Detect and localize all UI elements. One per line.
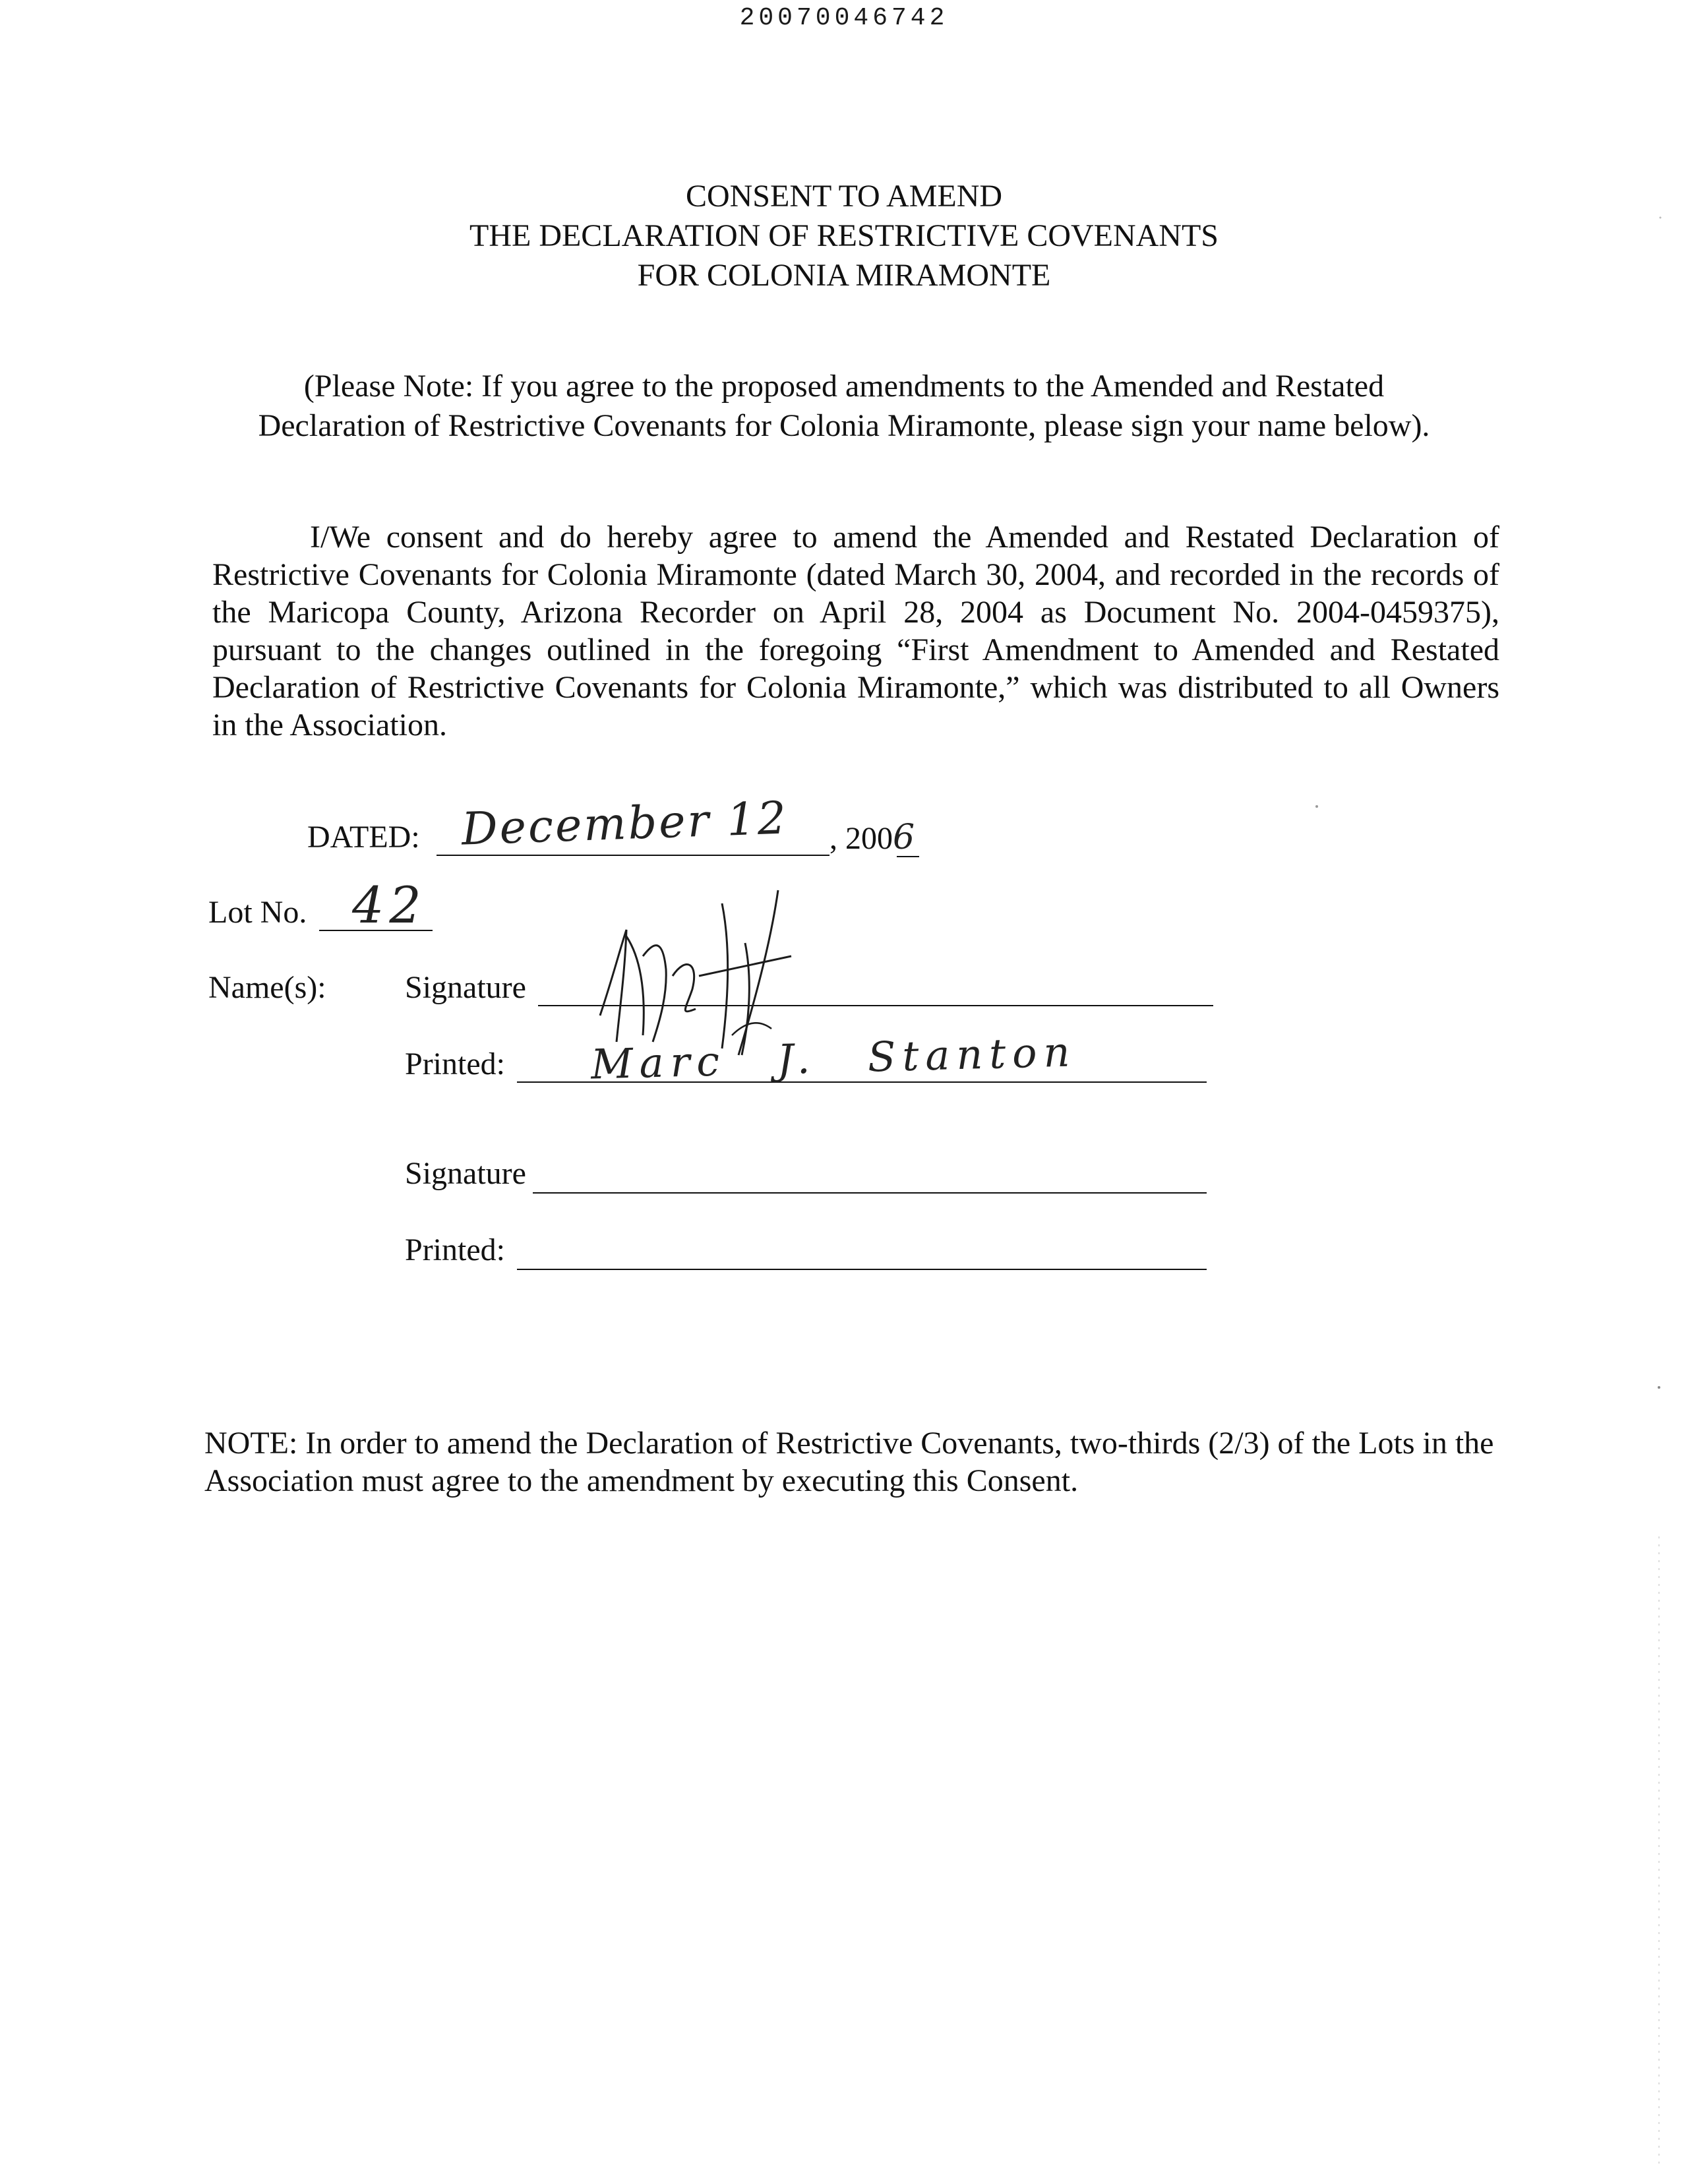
consent-paragraph: I/We consent and do hereby agree to amend the Amended and Restated Declaration of Restrictive Covenants for Colonia Miramonte (dated March 30, 2004, and recorded in the records of the Maricopa County, Arizona Recorder on April 28, 2004 as Document No. 2004-0459375), pursuant to the changes outlined in the foregoing “First Amendment to Amended and Restated Declaration of Restrictive Covenants for Colonia Miramonte,” which was distributed to all Owners in the Association. bbox=[212, 520, 1499, 743]
signature-2-label: Signature bbox=[405, 1156, 526, 1191]
footer-note: NOTE: In order to amend the Declaration of Restrictive Covenants, two-thirds (2/3) of the Lots in the Association must agree to the amendment by executing this Consent. bbox=[204, 1426, 1494, 1498]
lot-number-label: Lot No. bbox=[208, 895, 307, 930]
signature-2-line[interactable] bbox=[533, 1192, 1207, 1194]
year-handwritten-digit: 6 bbox=[893, 818, 915, 857]
year-underline bbox=[897, 856, 919, 857]
printed-1-label: Printed: bbox=[405, 1046, 505, 1081]
instructions-note bbox=[198, 367, 1490, 446]
dated-label: DATED: bbox=[307, 820, 420, 855]
lot-number-handwritten-value[interactable]: 42 bbox=[352, 876, 427, 934]
document-title bbox=[0, 177, 1688, 295]
instructions-line-2: Declaration of Restrictive Covenants for Colonia Miramonte, please sign your name below). bbox=[258, 408, 1430, 443]
printed-1-handwritten-value[interactable]: Marc J. Stanton bbox=[590, 1027, 1077, 1089]
title-line-3: FOR COLONIA MIRAMONTE bbox=[637, 258, 1051, 293]
year-prefix: , 200 bbox=[829, 821, 893, 856]
dated-year bbox=[829, 819, 915, 857]
dated-underline bbox=[437, 855, 829, 856]
title-line-2: THE DECLARATION OF RESTRICTIVE COVENANTS bbox=[469, 218, 1219, 253]
scan-edge-artifacts bbox=[1635, 0, 1688, 2184]
printed-2-label: Printed: bbox=[405, 1232, 505, 1267]
recording-document-number: 20070046742 bbox=[739, 4, 949, 32]
title-line-1: CONSENT TO AMEND bbox=[685, 179, 1003, 214]
scan-speck bbox=[1313, 803, 1320, 810]
printed-2-line[interactable] bbox=[517, 1269, 1207, 1270]
names-label: Name(s): bbox=[208, 970, 326, 1005]
signature-1-label: Signature bbox=[405, 970, 526, 1005]
dated-handwritten-value[interactable]: December 12 bbox=[460, 792, 789, 856]
instructions-line-1: (Please Note: If you agree to the proposed amendments to the Amended and Restated bbox=[303, 369, 1385, 404]
